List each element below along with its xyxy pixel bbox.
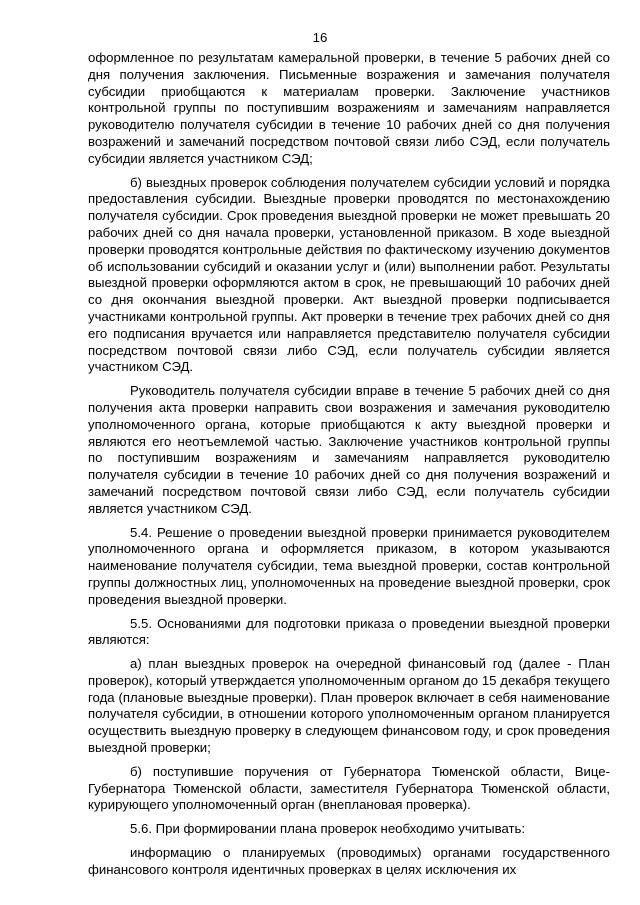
- paragraph-inspection-plan: а) план выездных проверок на очередной финансовый год (далее - План проверок), который утверждается уполномоченным органом до 15 декабря текущего года (плановые выездные проверки). План проверок включает в себя наименование получателя субсидии, в отношении которого уполномоченным органом планируется осуществить выездную проверку в следующем финансовом году, и срок проведения выездной проверки;: [88, 656, 610, 756]
- paragraph-onsite-inspections: б) выездных проверок соблюдения получателем субсидии условий и порядка предоставления субсидии. Выездные проверки проводятся по местонахождению получателя субсидии. Срок проведения выездной проверки не может превышать 20 рабочих дней со дня начала проверки, установленной приказом. В ходе выездной проверки проводятся контрольные действия по фактическому изучению документов об использовании субсидий и оказании услуг и (или) выполнении работ. Результаты выездной проверки оформляются актом в срок, не превышающий 10 рабочих дней со дня окончания выездной проверки. Акт выездной проверки подписывается участниками контрольной группы. Акт проверки в течение трех рабочих дней со дня его подписания вручается или направляется представителю получателя субсидии посредством почтовой связи либо СЭД, если получатель субсидии является участником СЭД.: [88, 174, 610, 375]
- document-body: [88, 50, 610, 886]
- paragraph-clause-5-6: 5.6. При формировании плана проверок необходимо учитывать:: [130, 821, 526, 837]
- paragraph-clause-5-4: 5.4. Решение о проведении выездной проверки принимается руководителем уполномоченного органа и оформляется приказом, в котором указываются наименование получателя субсидии, тема выездной проверки, состав контрольной группы должностных лиц, уполномоченных на проведение выездной проверки, срок проведения выездной проверки.: [88, 524, 610, 607]
- page-number: 16: [312, 30, 328, 45]
- paragraph-planned-inspections-info: информацию о планируемых (проводимых) органами государственного финансового контроля идентичных проверках в целях исключения их: [88, 845, 610, 877]
- paragraph-governor-orders: б) поступившие поручения от Губернатора Тюменской области, Вице-Губернатора Тюменской области, заместителя Губернатора Тюменской области, курирующего уполномоченный орган (внеплановая проверка).: [88, 763, 610, 813]
- paragraph-clause-5-5: 5.5. Основаниями для подготовки приказа о проведении выездной проверки являются:: [88, 615, 610, 648]
- paragraph-recipient-objections: Руководитель получателя субсидии вправе в течение 5 рабочих дней со дня получения акта проверки направить свои возражения и замечания руководителю уполномоченного органа, которые приобщаются к акту выездной проверки и являются его неотъемлемой частью. Заключение участников контрольной группы по поступившим возражениям и замечаниям направляется руководителю получателя субсидии в течение 10 рабочих дней со дня получения возражений и замечаний посредством почтовой связи либо СЭД, если получатель субсидии является участником СЭД.: [88, 383, 610, 516]
- paragraph-continuation: оформленное по результатам камеральной проверки, в течение 5 рабочих дней со дня получения заключения. Письменные возражения и замечания получателя субсидии приобщаются к материалам проверки. Заключение участников контрольной группы по поступившим возражениям и замечаниям направляется руководителю получателя субсидии в течение 10 рабочих дней со дня получения возражений и замечаний посредством почтовой связи либо СЭД, если получатель субсидии является участником СЭД;: [88, 50, 610, 166]
